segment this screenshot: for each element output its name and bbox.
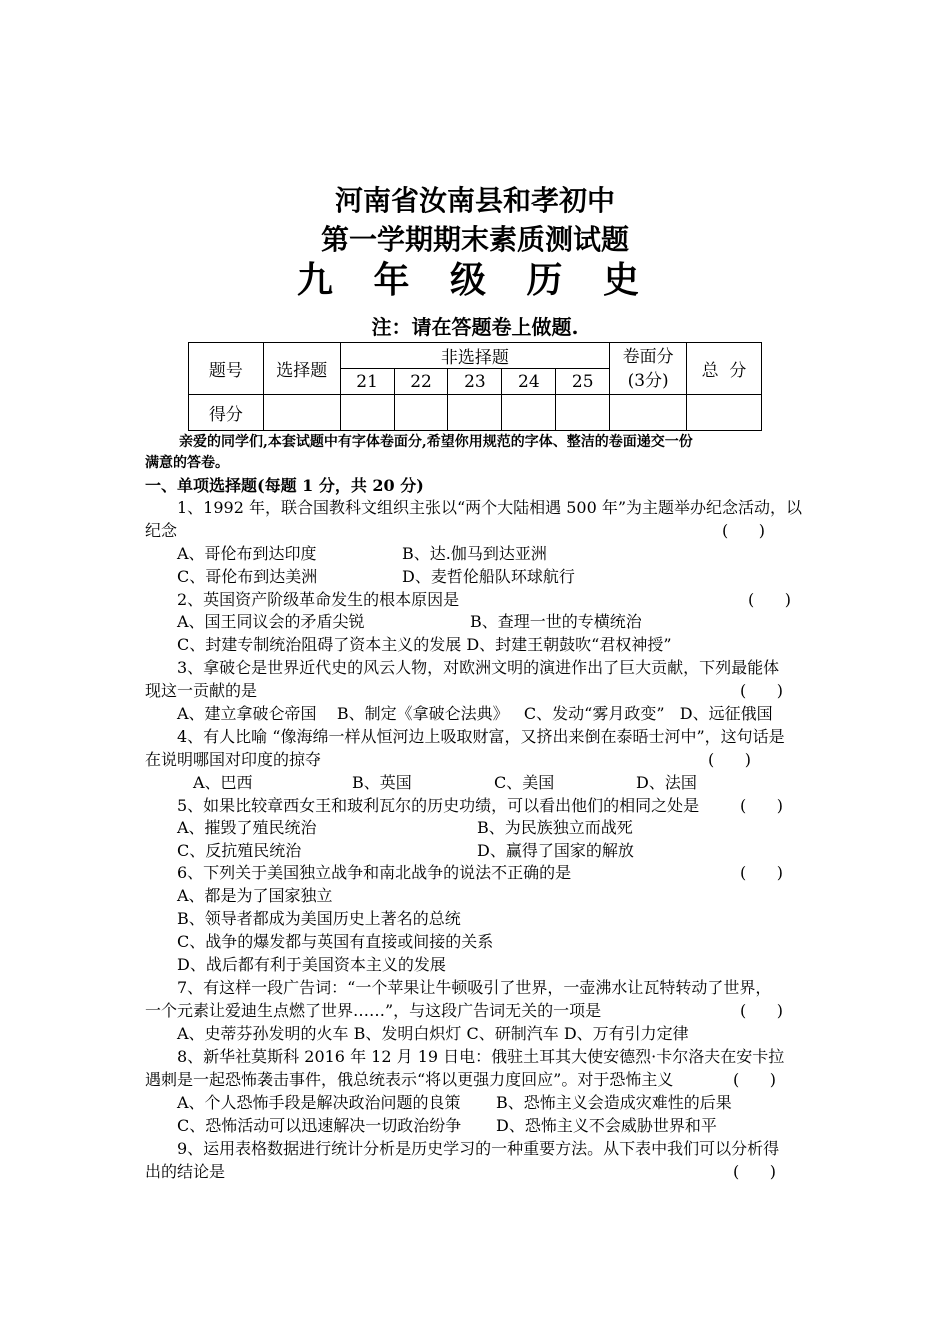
q8-option-d: D、恐怖主义不会威胁世界和平 <box>496 1116 717 1135</box>
q3-line-2: 现这一贡献的是 <box>145 681 258 700</box>
score-cell-total <box>687 395 762 431</box>
header-choice: 选择题 <box>263 343 340 395</box>
q2-answer-paren: ( ) <box>748 590 791 609</box>
score-cell-25 <box>556 395 610 431</box>
score-cell-21 <box>340 395 394 431</box>
q1-option-b: B、达.伽马到达亚洲 <box>402 544 547 563</box>
header-neat-points: (3分) <box>627 370 669 391</box>
q1-line-2: 纪念 <box>145 521 178 540</box>
school-title: 河南省汝南县和孝初中 <box>334 184 615 217</box>
q4-answer-paren: ( ) <box>708 750 751 769</box>
header-total: 总 分 <box>687 343 762 395</box>
q5-option-b: B、为民族独立而战死 <box>477 818 633 837</box>
header-q22: 22 <box>394 369 448 395</box>
q9-line-1: 9、运用表格数据进行统计分析是历史学习的一种重要方法。从下表中我们可以分析得 <box>177 1139 780 1158</box>
q6-stem: 6、下列关于美国独立战争和南北战争的说法不正确的是 <box>177 863 572 882</box>
q6-answer-paren: ( ) <box>740 863 783 882</box>
q6-option-b: B、领导者都成为美国历史上著名的总统 <box>177 909 461 928</box>
q4-option-b: B、英国 <box>352 773 412 792</box>
subject-title: 九 年 级 历 史 <box>296 259 654 301</box>
header-q25: 25 <box>556 369 610 395</box>
q8-option-c: C、恐怖活动可以迅速解决一切政治纷争 <box>177 1116 462 1135</box>
header-nonchoice: 非选择题 <box>340 343 610 369</box>
header-q23: 23 <box>448 369 502 395</box>
q4-line-1: 4、有人比喻 “像海绵一样从恒河边上吸取财富，又挤出来倒在泰晤士河中”，这句话是 <box>177 727 785 746</box>
q6-option-c: C、战争的爆发都与英国有直接或间接的关系 <box>177 932 494 951</box>
score-cell-24 <box>502 395 556 431</box>
score-table <box>188 342 762 431</box>
q8-line-1: 8、新华社莫斯科 2016 年 12 月 19 日电：俄驻土耳其大使安德烈·卡尔洛夫在安卡拉 <box>177 1047 785 1066</box>
intro-text <box>145 432 810 474</box>
section-1-heading: 一、单项选择题(每题 1 分，共 20 分) <box>145 476 424 495</box>
q5-option-c: C、反抗殖民统治 <box>177 841 302 860</box>
exam-title: 第一学期期末素质测试题 <box>320 223 629 256</box>
q7-line-1: 7、有这样一段广告词：“一个苹果让牛顿吸引了世界，一壶沸水让瓦特转动了世界， <box>177 978 772 997</box>
q4-option-c: C、美国 <box>494 773 555 792</box>
q1-line-1: 1、1992 年，联合国教科文组织主张以“两个大陆相遇 500 年”为主题举办纪念活动，以 <box>177 498 803 517</box>
q8-option-a: A、个人恐怖手段是解决政治问题的良策 <box>177 1093 461 1112</box>
header-neat-label: 卷面分 <box>622 346 674 367</box>
q4-line-2: 在说明哪国对印度的掠夺 <box>145 750 322 769</box>
q1-option-d: D、麦哲伦船队环球航行 <box>402 567 575 586</box>
q4-option-a: A、巴西 <box>193 773 253 792</box>
row-score-label: 得分 <box>189 395 264 431</box>
q8-answer-paren: ( ) <box>733 1070 776 1089</box>
header-q21: 21 <box>340 369 394 395</box>
intro-line-1: 亲爱的同学们,本套试题中有字体卷面分,希望你用规范的字体、整洁的卷面递交一份 <box>179 434 693 450</box>
score-cell-choice <box>263 395 340 431</box>
q3-options: A、建立拿破仑帝国 B、制定《拿破仑法典》 C、发动“雾月政变” D、远征俄国 <box>177 704 773 723</box>
q5-option-d: D、赢得了国家的解放 <box>477 841 634 860</box>
q3-answer-paren: ( ) <box>740 681 783 700</box>
q4-option-d: D、法国 <box>636 773 697 792</box>
header-q24: 24 <box>502 369 556 395</box>
score-cell-23 <box>448 395 502 431</box>
q6-option-a: A、都是为了国家独立 <box>177 886 333 905</box>
q2-option-cd: C、封建专制统治阻碍了资本主义的发展 D、封建王朝鼓吹“君权神授” <box>177 635 672 654</box>
q7-answer-paren: ( ) <box>740 1001 783 1020</box>
q1-answer-paren: ( ) <box>722 521 765 540</box>
q3-line-1: 3、拿破仑是世界近代史的风云人物，对欧洲文明的演进作出了巨大贡献，下列最能体 <box>177 658 780 677</box>
q2-option-a: A、国王同议会的矛盾尖锐 <box>177 612 365 631</box>
header-neat <box>610 343 687 395</box>
q9-answer-paren: ( ) <box>733 1162 776 1181</box>
q8-line-2: 遇刺是一起恐怖袭击事件，俄总统表示“将以更强力度回应”。对于恐怖主义 <box>145 1070 674 1089</box>
exam-note: 注：请在答题卷上做题. <box>371 315 579 339</box>
q8-option-b: B、恐怖主义会造成灾难性的后果 <box>496 1093 732 1112</box>
q5-answer-paren: ( ) <box>740 796 783 815</box>
q2-option-b: B、查理一世的专横统治 <box>470 612 642 631</box>
q5-stem: 5、如果比较章西女王和玻利瓦尔的历史功绩，可以看出他们的相同之处是 <box>177 796 700 815</box>
intro-line-2: 满意的答卷。 <box>145 455 229 471</box>
q6-option-d: D、战后都有利于美国资本主义的发展 <box>177 955 446 974</box>
q1-option-a: A、哥伦布到达印度 <box>177 544 317 563</box>
q1-option-c: C、哥伦布到达美洲 <box>177 567 318 586</box>
q2-stem: 2、英国资产阶级革命发生的根本原因是 <box>177 590 460 609</box>
header-qno: 题号 <box>189 343 264 395</box>
q9-line-2: 出的结论是 <box>145 1162 226 1181</box>
score-cell-neat <box>610 395 687 431</box>
q5-option-a: A、摧毁了殖民统治 <box>177 818 317 837</box>
q7-options: A、史蒂芬孙发明的火车 B、发明白炽灯 C、研制汽车 D、万有引力定律 <box>177 1024 689 1043</box>
q7-line-2: 一个元素让爱迪生点燃了世界……”，与这段广告词无关的一项是 <box>145 1001 602 1020</box>
score-cell-22 <box>394 395 448 431</box>
